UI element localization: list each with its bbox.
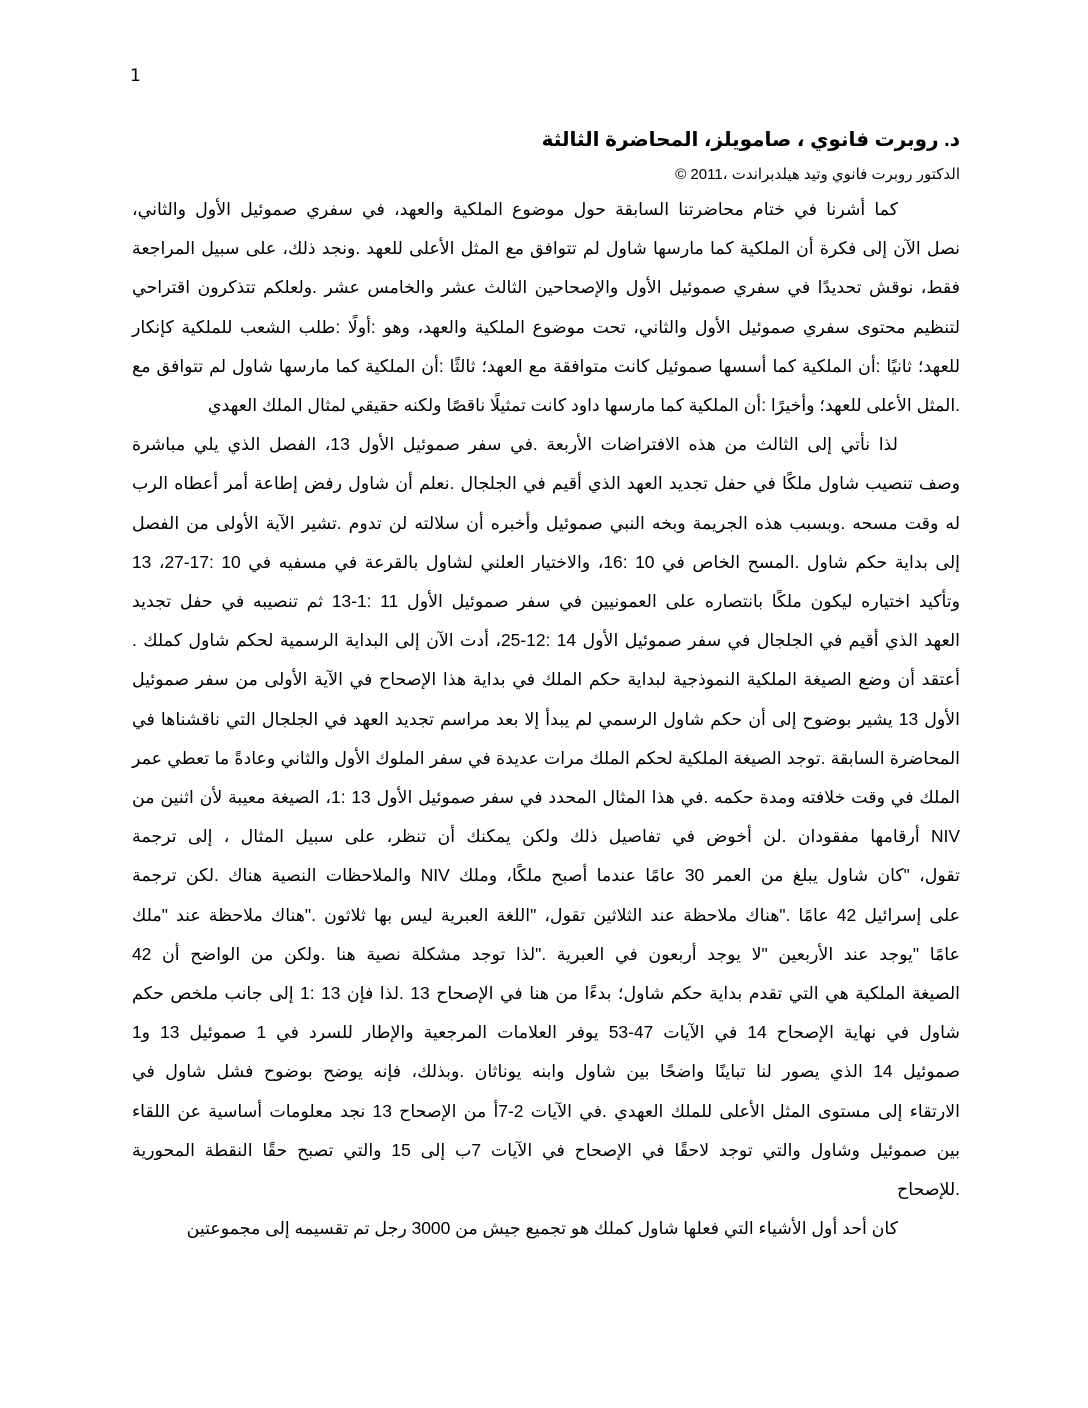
text-line: الصيغة الملكية هي التي تقدم بداية حكم شاول؛ بدءًا من هنا في الإصحاح 13 .لذا فإن 13 :1 إلى جانب ملخص حكم	[132, 983, 961, 1004]
document-title: د. روبرت فانوي ، صامويلز، المحاضرة الثالثة	[541, 129, 960, 151]
text-line: .المثل الأعلى للعهد؛ وأخيرًا :أن الملكية كما مارسها داود كانت تمثيلًا ناقصًا ولكنه حقيقي لمثال الملك العهدي	[207, 395, 960, 416]
text-line: فقط، نوقش تحديدًا في سفري صموئيل الأول والإصحاحين الثالث عشر والخامس عشر .ولعلكم تتذكرون اقتراحي	[132, 277, 960, 298]
text-line: وتأكيد اختياره ليكون ملكًا بانتصاره على العمونيين في سفر صموئيل الأول 11 :1-13 ثم تنصيبه في حفل تجديد	[132, 591, 961, 612]
text-line: عامًا "يوجد عند الأربعين "لا يوجد أربعون في العبرية ."لذا توجد مشكلة نصية هنا .ولكن من الواضح أن 42	[132, 943, 960, 964]
text-line: وصف تنصيب شاول ملكًا في حفل تجديد العهد الذي أقيم في الجلجال .نعلم أن شاول رفض إطاعة أمر أعطاه الرب	[132, 473, 960, 494]
text-line: .للإصحاح	[896, 1179, 960, 1200]
text-line: له وقت مسحه .وبسبب هذه الجريمة وبخه النبي صموئيل وأخبره أن سلالته لن تدوم .تشير الآية الأولى من الفصل	[132, 512, 960, 533]
text-line: نصل الآن إلى فكرة أن الملكية كما مارسها شاول لم تتوافق مع المثل الأعلى للعهد .ونجد ذلك، على سبيل المراجعة	[132, 238, 960, 259]
text-line: إلى بداية حكم شاول .المسح الخاص في 10 :16، والاختيار العلني لشاول بالقرعة في مسفيه في 10 :17-27، 13	[132, 551, 960, 572]
paragraphs-container	[132, 190, 960, 1248]
text-line: الملك في وقت خلافته ومدة حكمه .في هذا المثال المحدد في سفر صموئيل الأول 13 :1، الصيغة معيبة لأن اثنين من	[132, 787, 961, 808]
paragraph	[132, 190, 960, 425]
text-line: أعتقد أن وضع الصيغة الملكية النموذجية لبداية حكم الملك في بداية هذا الإصحاح في الآية الأولى من سفر صموئيل	[132, 669, 960, 690]
text-line: شاول في نهاية الإصحاح 14 في الآيات 47-53 يوفر العلامات المرجعية والإطار للسرد في 1 صموئيل 13 و1	[132, 1022, 960, 1043]
text-line: للعهد؛ ثانيًا :أن الملكية كما أسسها صموئيل كانت متوافقة مع العهد؛ ثالثًا :أن الملكية كما مارسها شاول لم تتوافق مع	[132, 355, 960, 376]
text-line: لذا نأتي إلى الثالث من هذه الافتراضات الأربعة .في سفر صموئيل الأول 13، الفصل الذي يلي مباشرة	[132, 434, 898, 455]
text-line: كما أشرنا في ختام محاضرتنا السابقة حول موضوع الملكية والعهد، في سفري صموئيل الأول والثاني،	[132, 199, 898, 219]
text-line: الارتقاء إلى مستوى المثل الأعلى للملك العهدي .في الآيات 2-7أ من الإصحاح 13 نجد معلومات أساسية عن اللقاء	[132, 1100, 960, 1121]
document-body	[132, 118, 960, 1248]
text-line: الأول 13 يشير بوضوح إلى أن حكم شاول الرسمي لم يبدأ إلا بعد مراسم تجديد العهد في الجلجال التي ناقشناها في	[132, 708, 960, 729]
text-line: تقول، "كان شاول يبلغ من العمر 30 عامًا عندما أصبح ملكًا، وملك NIV والملاحظات النصية هناك .لكن ترجمة	[132, 865, 960, 886]
text-line: بين صموئيل وشاول والتي توجد لاحقًا في الإصحاح في الآيات 7ب إلى 15 والتي تصبح حقًا النقطة المحورية	[132, 1139, 960, 1160]
text-line: العهد الذي أقيم في الجلجال في سفر صموئيل الأول 14 :12-25، أدت الآن إلى البداية الرسمية لحكم شاول كملك .	[132, 630, 960, 651]
text-line: صموئيل 14 الذي يصور لنا تباينًا واضحًا بين شاول وابنه يوناثان .وبذلك، فإنه يوضح بوضوح فشل شاول في	[132, 1061, 961, 1082]
page-number: 1	[130, 66, 141, 86]
copyright-line: الدكتور روبرت فانوي وتيد هيلدبراندت ،2011 ©	[675, 166, 960, 183]
paragraph	[132, 425, 960, 1209]
text-line: NIV أرقامها مفقودان .لن أخوض في تفاصيل ذلك ولكن يمكنك أن تنظر، على سبيل المثال ، إلى ترجمة	[132, 826, 960, 847]
paragraph	[132, 1209, 960, 1248]
text-line: المحاضرة السابقة .توجد الصيغة الملكية لحكم الملك مرات عديدة في سفر الملوك الأول والثاني وعادةً ما تعطي عمر	[132, 747, 960, 768]
text-line: لتنظيم محتوى سفري صموئيل الأول والثاني، تحت موضوع الملكية والعهد، وهو :أولًا :طلب الشعب للملكية كإنكار	[132, 316, 960, 337]
text-line: كان أحد أول الأشياء التي فعلها شاول كملك هو تجميع جيش من 3000 رجل تم تقسيمه إلى مجموعتين	[186, 1218, 898, 1239]
text-line: على إسرائيل 42 عامًا ."هناك ملاحظة عند الثلاثين تقول، "اللغة العبرية ليس بها ثلاثون ."هناك ملاحظة عند "ملك	[132, 904, 960, 925]
